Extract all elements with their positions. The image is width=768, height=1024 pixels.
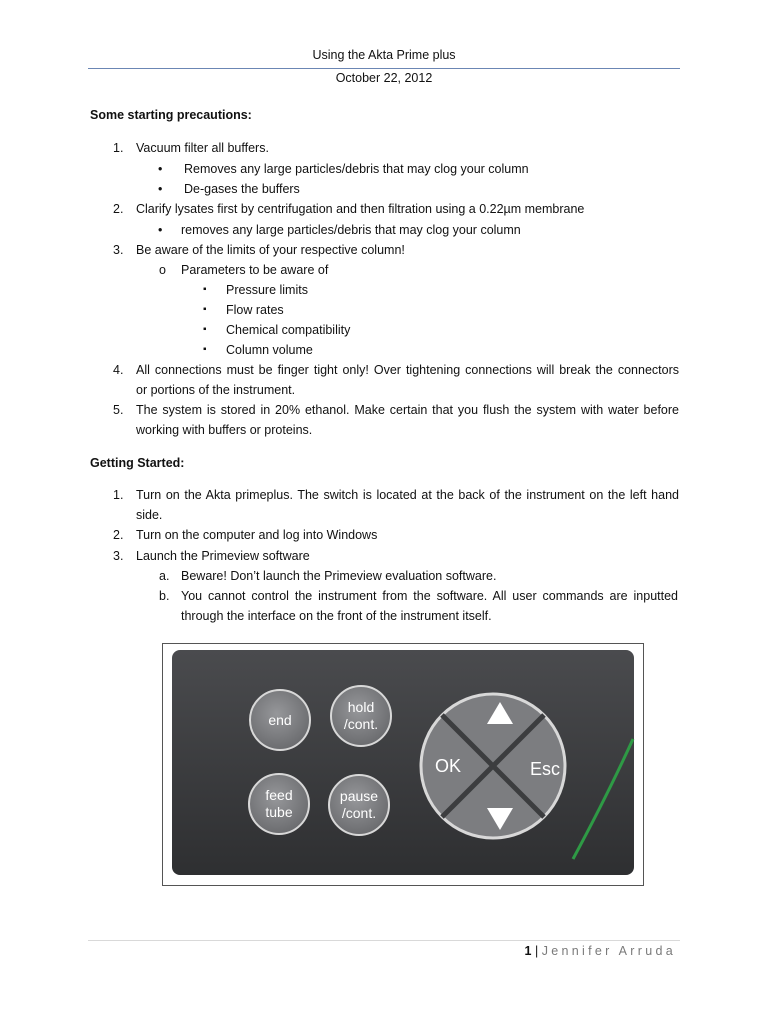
square-marker: ▪ bbox=[203, 284, 207, 295]
ok-key-label: OK bbox=[434, 756, 462, 776]
circle-marker: o bbox=[159, 263, 166, 277]
list-subitem: Beware! Don’t launch the Primeview evaluation software. bbox=[181, 569, 497, 583]
list-item: Vacuum filter all buffers. bbox=[136, 141, 269, 155]
end-button bbox=[250, 690, 310, 750]
list-letter: a. bbox=[159, 569, 170, 583]
list-item: The system is stored in 20% ethanol. Make certain that you flush the system with water before bbox=[136, 403, 679, 417]
precautions-heading: Some starting precautions: bbox=[90, 108, 252, 122]
list-number: 1. bbox=[113, 141, 124, 155]
footer-divider bbox=[88, 940, 680, 941]
footer-separator: | bbox=[534, 944, 539, 958]
list-item-continuation: side. bbox=[136, 508, 163, 522]
pause-cont-button bbox=[329, 775, 389, 835]
list-subsubitem: Flow rates bbox=[226, 303, 284, 317]
list-item: Turn on the Akta primeplus. The switch is located at the back of the instrument on the left hand bbox=[136, 488, 679, 502]
list-subitem-continuation: through the interface on the front of the instrument itself. bbox=[181, 609, 492, 623]
list-subitem: removes any large particles/debris that may clog your column bbox=[181, 223, 521, 237]
list-item: All connections must be finger tight only! Over tightening connections will break the connectors bbox=[136, 363, 679, 377]
hold-cont-label: /cont. bbox=[343, 716, 379, 732]
list-item: Clarify lysates first by centrifugation and then filtration using a 0.22µm membrane bbox=[136, 202, 585, 216]
square-marker: ▪ bbox=[203, 304, 207, 315]
getting-started-heading: Getting Started: bbox=[90, 456, 185, 470]
list-item-continuation: or portions of the instrument. bbox=[136, 383, 296, 397]
pause-cont-label: /cont. bbox=[341, 805, 377, 821]
control-panel-photo bbox=[162, 643, 644, 886]
list-number: 5. bbox=[113, 403, 124, 417]
page-footer bbox=[525, 944, 676, 958]
control-panel-image bbox=[163, 644, 643, 885]
list-number: 2. bbox=[113, 528, 124, 542]
navigation-keypad bbox=[421, 694, 565, 838]
list-subitem: You cannot control the instrument from the software. All user commands are inputted bbox=[181, 589, 678, 603]
list-subitem: De-gases the buffers bbox=[184, 182, 300, 196]
list-subsubitem: Column volume bbox=[226, 343, 313, 357]
feed-tube-button bbox=[249, 774, 309, 834]
hold-cont-button bbox=[331, 686, 391, 746]
list-subsubitem: Chemical compatibility bbox=[226, 323, 351, 337]
bullet-marker: • bbox=[158, 223, 163, 237]
end-button-label: end bbox=[268, 712, 292, 728]
pause-label: pause bbox=[339, 788, 379, 804]
list-subitem: Removes any large particles/debris that may clog your column bbox=[184, 162, 529, 176]
hold-label: hold bbox=[347, 699, 375, 715]
list-number: 2. bbox=[113, 202, 124, 216]
list-subsubitem: Pressure limits bbox=[226, 283, 308, 297]
list-number: 1. bbox=[113, 488, 124, 502]
bullet-marker: • bbox=[158, 182, 163, 196]
list-item: Turn on the computer and log into Windows bbox=[136, 528, 378, 542]
list-subitem: Parameters to be aware of bbox=[181, 263, 329, 277]
list-number: 3. bbox=[113, 243, 124, 257]
list-item-continuation: working with buffers or proteins. bbox=[136, 423, 313, 437]
list-letter: b. bbox=[159, 589, 170, 603]
document-title: Using the Akta Prime plus bbox=[312, 48, 456, 62]
feed-label: feed bbox=[265, 787, 293, 803]
square-marker: ▪ bbox=[203, 324, 207, 335]
bullet-marker: • bbox=[158, 162, 163, 176]
list-item: Be aware of the limits of your respective column! bbox=[136, 243, 405, 257]
document-date: October 22, 2012 bbox=[335, 71, 433, 85]
header-divider bbox=[88, 68, 680, 69]
tube-label: tube bbox=[265, 804, 293, 820]
list-item: Launch the Primeview software bbox=[136, 549, 310, 563]
list-number: 3. bbox=[113, 549, 124, 563]
square-marker: ▪ bbox=[203, 344, 207, 355]
list-number: 4. bbox=[113, 363, 124, 377]
esc-key-label: Esc bbox=[529, 759, 561, 779]
author-name: Jennifer Arruda bbox=[541, 944, 676, 958]
page-number: 1 bbox=[524, 944, 532, 958]
